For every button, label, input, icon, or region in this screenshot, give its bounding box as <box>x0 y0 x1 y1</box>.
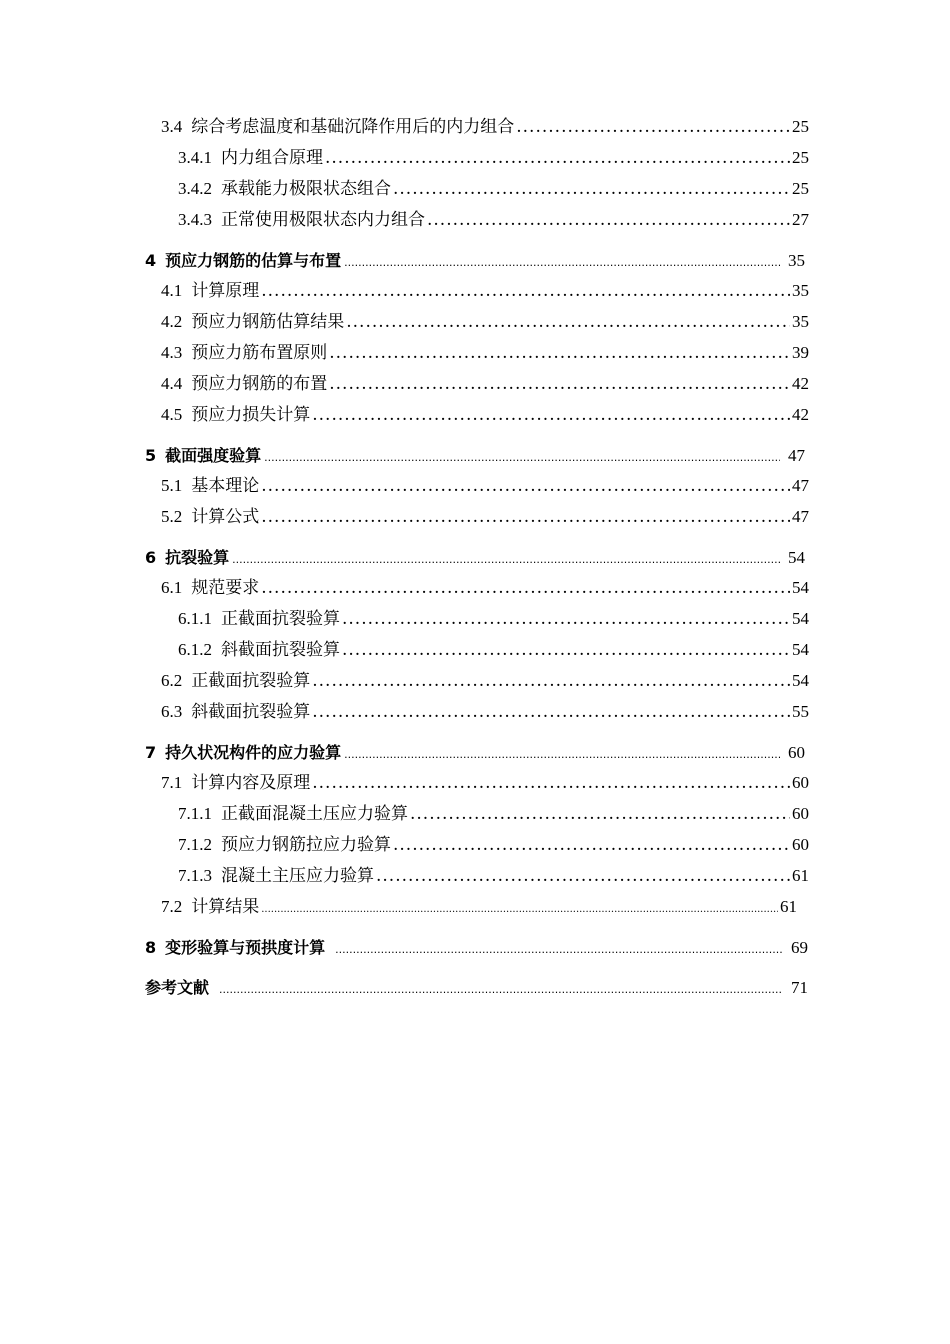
toc-entry[interactable] <box>161 374 809 405</box>
table-of-contents <box>0 117 950 1008</box>
toc-entry[interactable] <box>178 609 809 640</box>
toc-entry-title: 预应力损失计算 <box>191 405 311 425</box>
toc-entry-number: 6.1.1 <box>178 609 212 628</box>
dot-leader <box>312 773 790 793</box>
toc-entry-number: 3.4 <box>161 117 183 136</box>
dot-leader <box>219 980 783 1000</box>
toc-chapter-title: 变形验算与预拱度计算 <box>165 938 326 957</box>
dot-leader <box>342 640 790 660</box>
toc-entry-page: 42 <box>792 405 809 424</box>
toc-entry-title: 综合考虑温度和基础沉降作用后的内力组合 <box>191 117 515 137</box>
dot-leader <box>346 312 790 332</box>
toc-chapter-number: 7 <box>145 743 157 762</box>
toc-entry-page: 47 <box>792 476 809 495</box>
toc-entry-title: 斜截面抗裂验算 <box>221 640 340 660</box>
toc-entry[interactable] <box>161 281 809 312</box>
toc-entry-title: 正常使用极限状态内力组合 <box>221 210 425 230</box>
dot-leader <box>427 210 790 230</box>
toc-chapter-number: 4 <box>145 251 157 270</box>
toc-entry-page: 60 <box>792 835 809 854</box>
toc-entry[interactable] <box>178 804 809 835</box>
toc-entry-page: 60 <box>792 804 809 823</box>
toc-entry-page: 54 <box>792 640 809 659</box>
toc-entry[interactable] <box>161 671 809 702</box>
toc-entry-page: 35 <box>792 281 809 300</box>
dot-leader <box>335 940 783 960</box>
toc-chapter-title: 预应力钢筋的估算与布置 <box>165 251 342 270</box>
toc-chapter-number: 5 <box>145 446 157 465</box>
dot-leader <box>264 448 780 468</box>
toc-entry-page: 25 <box>792 148 809 167</box>
toc-entry[interactable] <box>161 405 809 436</box>
toc-entry-title: 正截面抗裂验算 <box>191 671 311 691</box>
toc-entry-page: 54 <box>792 578 809 597</box>
toc-entry-number: 4.2 <box>161 312 183 331</box>
dot-leader <box>312 702 790 722</box>
toc-entry-page: 27 <box>792 210 809 229</box>
dot-leader <box>329 343 790 363</box>
toc-chapter-number: 6 <box>145 548 157 567</box>
toc-chapter-title: 抗裂验算 <box>165 548 230 567</box>
toc-entry-title: 承载能力极限状态组合 <box>221 179 391 199</box>
toc-entry[interactable] <box>161 507 809 538</box>
toc-entry-title: 内力组合原理 <box>221 148 323 168</box>
toc-chapter[interactable] <box>145 446 805 476</box>
toc-entry-number: 5.2 <box>161 507 183 526</box>
toc-entry-title: 混凝土主压应力验算 <box>221 866 374 886</box>
toc-entry[interactable] <box>161 343 809 374</box>
dot-leader <box>261 281 790 301</box>
toc-entry-page: 54 <box>792 671 809 690</box>
toc-entry-page: 61 <box>780 897 797 916</box>
toc-chapter-page: 47 <box>788 446 805 465</box>
dot-leader <box>325 148 790 168</box>
toc-chapter[interactable] <box>145 548 805 578</box>
dot-leader <box>342 609 790 629</box>
toc-entry-title: 基本理论 <box>191 476 260 496</box>
toc-entry-page: 39 <box>792 343 809 362</box>
toc-entry[interactable] <box>161 312 809 343</box>
dot-leader <box>516 117 790 137</box>
toc-entry-number: 3.4.3 <box>178 210 212 229</box>
toc-entry-page: 25 <box>792 117 809 136</box>
toc-references[interactable] <box>145 978 808 1008</box>
dot-leader <box>261 476 790 496</box>
toc-entry-number: 4.5 <box>161 405 183 424</box>
dot-leader <box>232 550 780 570</box>
toc-chapter[interactable] <box>145 938 808 968</box>
toc-chapter-page: 35 <box>788 251 805 270</box>
toc-entry-title: 斜截面抗裂验算 <box>191 702 311 722</box>
toc-entry[interactable] <box>178 179 809 210</box>
dot-leader <box>261 507 790 527</box>
dot-leader <box>312 405 790 425</box>
toc-entry-page: 55 <box>792 702 809 721</box>
toc-chapter-page: 60 <box>788 743 805 762</box>
toc-entry-title: 计算内容及原理 <box>191 773 311 793</box>
toc-entry-title: 计算公式 <box>191 507 260 527</box>
dot-leader <box>393 179 790 199</box>
toc-entry[interactable] <box>178 148 809 179</box>
toc-entry[interactable] <box>178 210 809 241</box>
toc-entry-number: 4.3 <box>161 343 183 362</box>
toc-entry-title: 正截面抗裂验算 <box>221 609 340 629</box>
toc-entry-number: 6.1.2 <box>178 640 212 659</box>
toc-chapter-page: 54 <box>788 548 805 567</box>
toc-references-title: 参考文献 <box>145 978 210 997</box>
toc-entry-number: 4.4 <box>161 374 183 393</box>
dot-leader <box>410 804 790 824</box>
toc-entry-number: 7.2 <box>161 897 183 916</box>
toc-entry-number: 4.1 <box>161 281 183 300</box>
toc-chapter-number: 8 <box>145 938 157 957</box>
toc-entry[interactable] <box>161 578 809 609</box>
toc-entry[interactable] <box>161 117 809 148</box>
toc-entry-number: 7.1 <box>161 773 183 792</box>
toc-entry-page: 54 <box>792 609 809 628</box>
dot-leader <box>261 900 778 920</box>
toc-chapter-page: 69 <box>791 938 808 957</box>
toc-entry-title: 规范要求 <box>191 578 260 598</box>
toc-entry-number: 7.1.2 <box>178 835 212 854</box>
toc-entry[interactable] <box>161 476 809 507</box>
dot-leader <box>261 578 790 598</box>
toc-chapter-title: 持久状况构件的应力验算 <box>165 743 342 762</box>
toc-entry[interactable] <box>161 897 797 928</box>
toc-references-page: 71 <box>791 978 808 997</box>
toc-entry-number: 3.4.2 <box>178 179 212 198</box>
toc-entry-title: 预应力钢筋拉应力验算 <box>221 835 391 855</box>
toc-entry-title: 计算原理 <box>191 281 260 301</box>
toc-entry-page: 42 <box>792 374 809 393</box>
toc-entry-title: 预应力钢筋的布置 <box>191 374 328 394</box>
dot-leader <box>344 253 780 273</box>
toc-chapter[interactable] <box>145 743 805 773</box>
toc-entry[interactable] <box>161 773 809 804</box>
toc-entry[interactable] <box>161 702 809 733</box>
toc-entry-number: 7.1.1 <box>178 804 212 823</box>
toc-entry-page: 60 <box>792 773 809 792</box>
toc-entry-number: 6.2 <box>161 671 183 690</box>
toc-entry[interactable] <box>178 835 809 866</box>
toc-entry[interactable] <box>178 640 809 671</box>
toc-entry-page: 25 <box>792 179 809 198</box>
toc-entry-page: 61 <box>792 866 809 885</box>
toc-chapter-title: 截面强度验算 <box>165 446 262 465</box>
dot-leader <box>344 745 780 765</box>
dot-leader <box>376 866 790 886</box>
toc-entry-title: 正截面混凝土压应力验算 <box>221 804 408 824</box>
dot-leader <box>312 671 790 691</box>
toc-entry[interactable] <box>178 866 809 897</box>
toc-entry-number: 5.1 <box>161 476 183 495</box>
toc-entry-number: 6.1 <box>161 578 183 597</box>
toc-entry-number: 6.3 <box>161 702 183 721</box>
toc-entry-number: 7.1.3 <box>178 866 212 885</box>
toc-entry-title: 计算结果 <box>191 897 260 917</box>
toc-entry-page: 47 <box>792 507 809 526</box>
toc-entry-page: 35 <box>792 312 809 331</box>
dot-leader <box>329 374 790 394</box>
toc-chapter[interactable] <box>145 251 805 281</box>
dot-leader <box>393 835 790 855</box>
toc-entry-title: 预应力筋布置原则 <box>191 343 328 363</box>
toc-entry-title: 预应力钢筋估算结果 <box>191 312 345 332</box>
toc-entry-number: 3.4.1 <box>178 148 212 167</box>
